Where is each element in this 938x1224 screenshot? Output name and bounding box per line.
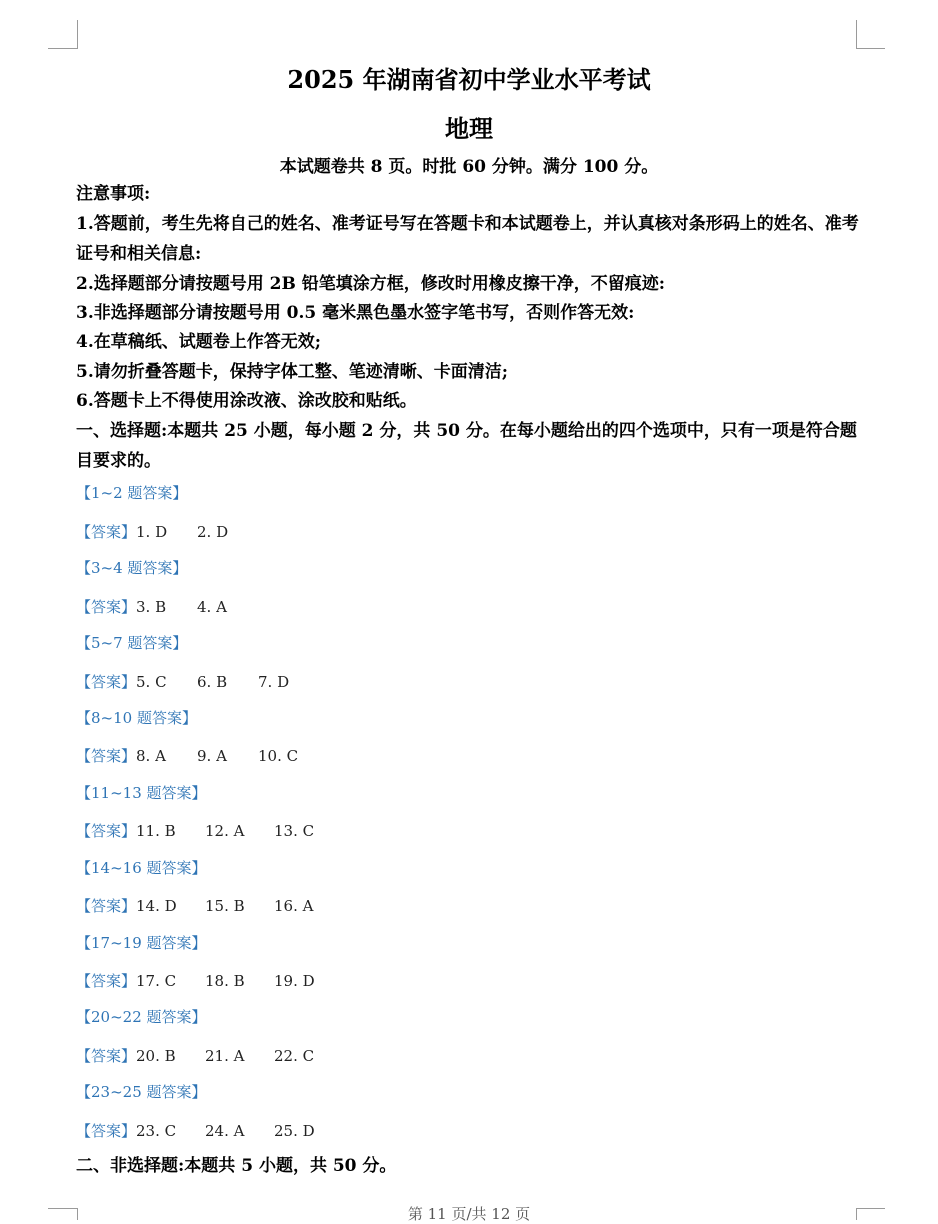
notice-item-4: 4.在草稿纸、试题卷上作答无效; [76, 332, 322, 352]
answer-group-header: 【23~25 题答案】 [76, 1083, 207, 1101]
subject-title: 地理 [445, 114, 493, 143]
answer-group-header: 【17~19 题答案】 [76, 934, 207, 952]
answer-group-header: 【14~16 题答案】 [76, 859, 207, 877]
answer-tag: 【答案】 [76, 1047, 137, 1065]
answer-item: 12. A [205, 822, 245, 840]
notice-item-6: 6.答题卡上不得使用涂改液、涂改胶和贴纸。 [76, 391, 417, 411]
answer-item: 13. C [274, 822, 315, 840]
page-footer: 第 11 页/共 12 页 [407, 1205, 531, 1223]
answer-row [76, 596, 258, 617]
answer-tag: 【答案】 [76, 1122, 137, 1140]
answer-item: 5. C [136, 673, 167, 691]
answer-item: 8. A [136, 747, 166, 765]
answer-row [76, 671, 319, 692]
answer-tag: 【答案】 [76, 747, 137, 765]
answer-item: 21. A [205, 1047, 245, 1065]
answer-item: 6. B [197, 673, 228, 691]
section-two-heading: 二、非选择题:本题共 5 小题，共 50 分。 [76, 1156, 397, 1176]
answer-item: 1. D [136, 523, 168, 541]
answer-item: 4. A [197, 598, 227, 616]
answer-row [76, 1120, 343, 1141]
notice-item-1: 1.答题前，考生先将自己的姓名、准考证号写在答题卡和本试题卷上，并认真核对条形码上的姓名、准考证号和相关信息: [76, 214, 859, 264]
answer-tag: 【答案】 [76, 822, 137, 840]
answer-item: 11. B [136, 822, 176, 840]
answer-tag: 【答案】 [76, 897, 137, 915]
notice-heading: 注意事项: [76, 184, 151, 204]
answer-group-header: 【20~22 题答案】 [76, 1008, 207, 1026]
answer-item: 23. C [136, 1122, 177, 1140]
answer-item: 19. D [274, 972, 315, 990]
answer-group-header: 【5~7 题答案】 [76, 634, 188, 652]
answer-item: 17. C [136, 972, 177, 990]
answer-row [76, 745, 319, 766]
answer-item: 9. A [197, 747, 227, 765]
answer-row [76, 895, 343, 916]
answer-row [76, 970, 343, 991]
answer-item: 15. B [205, 897, 245, 915]
answer-row [76, 1045, 343, 1066]
answer-item: 10. C [258, 747, 299, 765]
notice-item-3: 3.非选择题部分请按题号用 0.5 毫米黑色墨水签字笔书写，否则作答无效: [76, 303, 635, 323]
answer-group-header: 【8~10 题答案】 [76, 709, 197, 727]
answer-item: 3. B [136, 598, 167, 616]
answer-item: 18. B [205, 972, 245, 990]
section-one-heading: 一、选择题:本题共 25 小题，每小题 2 分，共 50 分。在每小题给出的四个选项中，只有一项是符合题目要求的。 [76, 421, 857, 471]
answer-group-header: 【11~13 题答案】 [76, 784, 207, 802]
answer-row [76, 820, 343, 841]
answer-item: 25. D [274, 1122, 315, 1140]
exam-info: 本试题卷共 8 页。时批 60 分钟。满分 100 分。 [279, 157, 659, 177]
exam-title: 2025 年湖南省初中学业水平考试 [287, 65, 651, 94]
answer-tag: 【答案】 [76, 598, 137, 616]
answer-item: 2. D [197, 523, 229, 541]
answer-item: 24. A [205, 1122, 245, 1140]
answer-item: 16. A [274, 897, 314, 915]
answer-tag: 【答案】 [76, 972, 137, 990]
answer-group-header: 【1~2 题答案】 [76, 484, 188, 502]
answer-item: 22. C [274, 1047, 315, 1065]
answer-group-header: 【3~4 题答案】 [76, 559, 188, 577]
answer-row [76, 521, 258, 542]
answer-item: 20. B [136, 1047, 176, 1065]
notice-item-5: 5.请勿折叠答题卡，保持字体工整、笔迹清晰、卡面清洁; [76, 362, 509, 382]
answer-item: 14. D [136, 897, 177, 915]
notice-item-2: 2.选择题部分请按题号用 2B 铅笔填涂方框，修改时用橡皮擦干净，不留痕迹: [76, 274, 666, 294]
answer-tag: 【答案】 [76, 523, 137, 541]
answer-item: 7. D [258, 673, 290, 691]
answer-tag: 【答案】 [76, 673, 137, 691]
